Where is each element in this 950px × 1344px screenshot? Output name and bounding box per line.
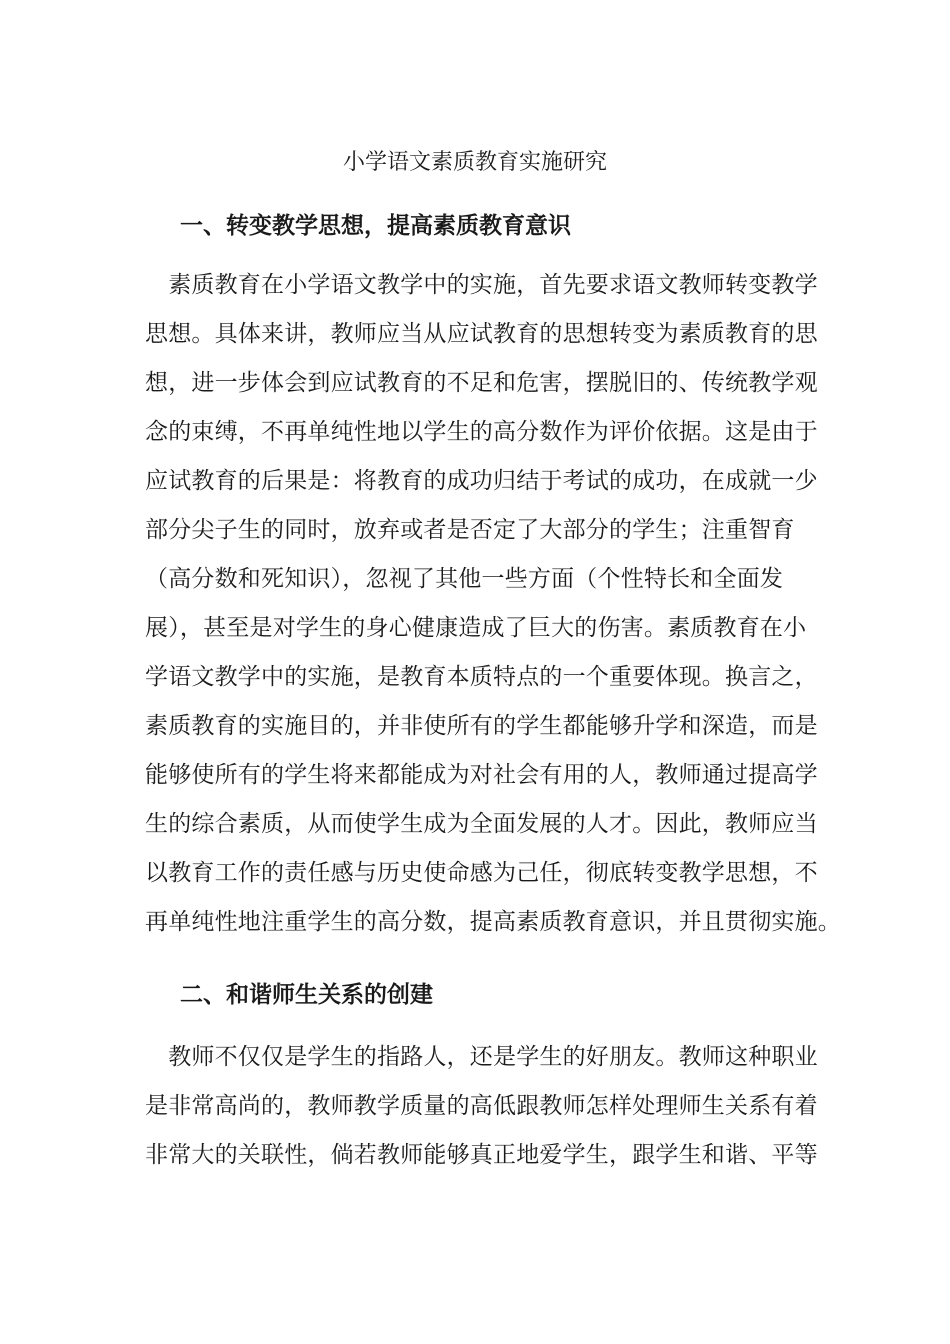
paragraph-line: 学语文教学中的实施，是教育本质特点的一个重要体现。换言之， [145,664,818,690]
section-heading-1: 一、转变教学思想，提高素质教育意识 [180,212,571,239]
section-heading-2: 二、和谐师生关系的创建 [180,981,433,1008]
paragraph-line: 想，进一步体会到应试教育的不足和危害，摆脱旧的、传统教学观 [145,370,818,396]
paragraph-line: 素质教育在小学语文教学中的实施，首先要求语文教师转变教学 [145,272,818,298]
section-2-paragraph [145,1033,818,1180]
paragraph-line: 教师不仅仅是学生的指路人，还是学生的好朋友。教师这种职业 [145,1044,818,1070]
paragraph-line: 以教育工作的责任感与历史使命感为己任，彻底转变教学思想，不 [145,860,818,886]
paragraph-line: （高分数和死知识），忽视了其他一些方面（个性特长和全面发 [145,566,784,592]
document-title: 小学语文素质教育实施研究 [342,150,607,175]
paragraph-line: 能够使所有的学生将来都能成为对社会有用的人，教师通过提高学 [145,762,818,788]
paragraph-line: 生的综合素质，从而使学生成为全面发展的人才。因此，教师应当 [145,811,818,837]
section-1-paragraph [145,261,841,947]
paragraph-line: 非常大的关联性，倘若教师能够真正地爱学生，跟学生和谐、平等 [145,1142,818,1168]
paragraph-line: 部分尖子生的同时，放弃或者是否定了大部分的学生；注重智育 [145,517,795,543]
paragraph-line: 思想。具体来讲，教师应当从应试教育的思想转变为素质教育的思 [145,321,818,347]
paragraph-line: 素质教育的实施目的，并非使所有的学生都能够升学和深造，而是 [145,713,818,739]
paragraph-line: 展），甚至是对学生的身心健康造成了巨大的伤害。素质教育在小 [145,615,807,641]
paragraph-line: 是非常高尚的，教师教学质量的高低跟教师怎样处理师生关系有着 [145,1093,818,1119]
paragraph-line: 应试教育的后果是：将教育的成功归结于考试的成功，在成就一少 [145,468,818,494]
paragraph-line: 再单纯性地注重学生的高分数，提高素质教育意识，并且贯彻实施。 [145,909,841,935]
paragraph-line: 念的束缚，不再单纯性地以学生的高分数作为评价依据。这是由于 [145,419,818,445]
